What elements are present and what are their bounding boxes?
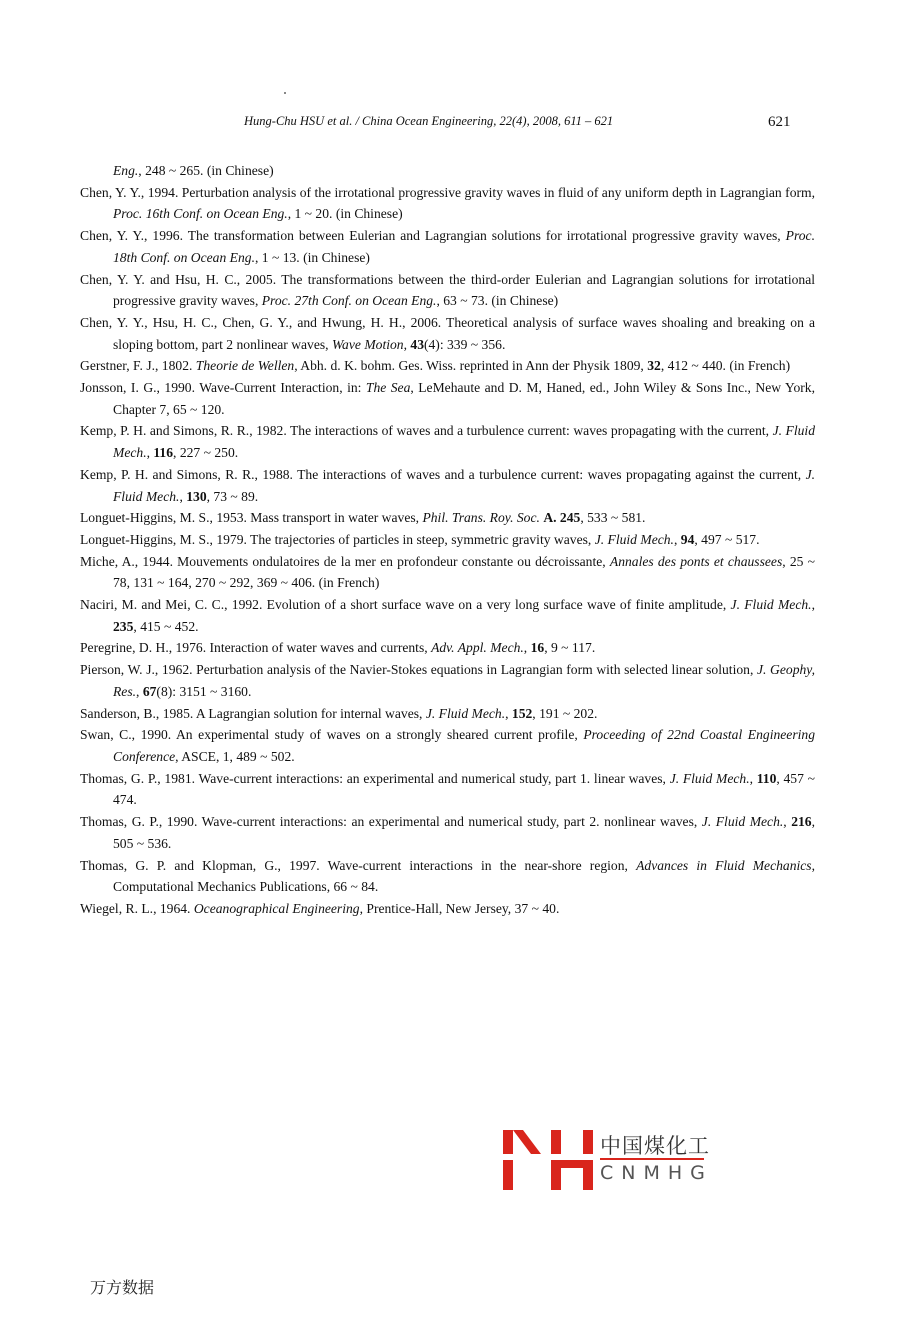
reference-text: , bbox=[179, 488, 187, 504]
reference-title-italic: J. Fluid Mech. bbox=[425, 705, 506, 721]
reference-title-italic: J. Geophy, Res. bbox=[113, 662, 815, 699]
reference-entry bbox=[80, 768, 815, 811]
page-number: 621 bbox=[768, 114, 791, 130]
reference-entry bbox=[80, 551, 815, 594]
running-header: Hung-Chu HSU et al. / China Ocean Engineering, 22(4), 2008, 611 – 621 bbox=[244, 114, 614, 128]
reference-text: Chen, Y. Y., Hsu, H. C., Chen, G. Y., and Hwung, H. H., 2006. Theoretical analysis of surface waves shoaling and breaking on a sloping bottom, part 2 nonlinear waves, bbox=[80, 314, 815, 352]
reference-entry bbox=[80, 529, 815, 551]
reference-text: , bbox=[523, 640, 531, 656]
reference-volume-bold: 16 bbox=[530, 640, 545, 656]
stray-mark bbox=[284, 92, 286, 94]
reference-title-italic: Eng. bbox=[113, 163, 139, 178]
reference-title-italic: Adv. Appl. Mech. bbox=[431, 640, 524, 656]
reference-entry bbox=[80, 659, 815, 702]
reference-title-italic: J. Fluid Mech. bbox=[113, 466, 815, 504]
reference-title-italic: Proc. 18th Conf. on Ocean Eng. bbox=[113, 228, 815, 265]
reference-text: , 505 ~ 536. bbox=[113, 814, 815, 851]
reference-text: (4): 339 ~ 356. bbox=[423, 336, 506, 352]
reference-text: Gerstner, F. J., 1802. bbox=[80, 358, 196, 374]
reference-text: , 25 ~ 78, 131 ~ 164, 270 ~ 292, 369 ~ 406. (in French) bbox=[113, 553, 815, 591]
reference-text: Miche, A., 1944. Mouvements ondulatoires de la mer en profondeur constante ou décroissante, bbox=[80, 553, 610, 569]
reference-volume-bold: 110 bbox=[756, 770, 777, 786]
reference-text: Kemp, P. H. and Simons, R. R., 1988. The interactions of waves and a turbulence current: waves propagating against the current, bbox=[80, 466, 806, 482]
reference-text: , bbox=[403, 336, 411, 352]
reference-text: , 497 ~ 517. bbox=[694, 531, 760, 547]
reference-entry bbox=[80, 377, 815, 420]
reference-volume-bold: 116 bbox=[153, 445, 174, 461]
reference-text: Longuet-Higgins, M. S., 1953. Mass transport in water waves, bbox=[80, 510, 423, 526]
reference-text: Pierson, W. J., 1962. Perturbation analysis of the Navier-Stokes equations in Lagrangian form with selected linear solution, bbox=[80, 662, 757, 678]
reference-text: (8): 3151 ~ 3160. bbox=[156, 683, 252, 699]
reference-text: , bbox=[783, 814, 792, 830]
reference-title-italic: Wave Motion bbox=[331, 336, 404, 352]
reference-text: , bbox=[673, 531, 681, 547]
logo-divider bbox=[600, 1158, 704, 1160]
reference-entry bbox=[80, 355, 815, 377]
reference-title-italic: J. Fluid Mech. bbox=[701, 814, 784, 830]
reference-entry bbox=[80, 312, 815, 355]
reference-text: , bbox=[811, 597, 815, 613]
reference-text: , 63 ~ 73. (in Chinese) bbox=[436, 293, 559, 309]
reference-text: Sanderson, B., 1985. A Lagrangian solution for internal waves, bbox=[80, 705, 426, 721]
reference-volume-bold: 130 bbox=[186, 488, 207, 504]
reference-volume-bold: 216 bbox=[791, 814, 812, 830]
reference-text: , Abh. d. K. bohm. Ges. Wiss. reprinted in Ann der Physik 1809, bbox=[294, 358, 648, 374]
reference-text: , ASCE, 1, 489 ~ 502. bbox=[175, 748, 295, 764]
reference-title-italic: Proc. 16th Conf. on Ocean Eng. bbox=[113, 206, 288, 222]
reference-text: , bbox=[146, 445, 154, 461]
reference-text: , 415 ~ 452. bbox=[133, 618, 199, 634]
reference-title-italic: J. Fluid Mech. bbox=[730, 597, 812, 613]
reference-text: , 1 ~ 20. (in Chinese) bbox=[287, 206, 403, 222]
reference-text: Chen, Y. Y., 1994. Perturbation analysis of the irrotational progressive gravity waves in fluid of any uniform depth in Lagrangian form, bbox=[80, 184, 815, 200]
reference-text: , 73 ~ 89. bbox=[206, 488, 259, 504]
reference-text: Kemp, P. H. and Simons, R. R., 1982. The interactions of waves and a turbulence current: waves propagating with the current, bbox=[80, 423, 773, 439]
reference-title-italic: J. Fluid Mech. bbox=[669, 770, 750, 786]
reference-entry bbox=[80, 637, 815, 659]
reference-entry bbox=[80, 225, 815, 268]
reference-entry bbox=[80, 811, 815, 854]
reference-text: , Computational Mechanics Publications, 66 ~ 84. bbox=[113, 857, 816, 895]
reference-entry bbox=[80, 182, 815, 225]
reference-text: Chen, Y. Y., 1996. The transformation between Eulerian and Lagrangian solutions for irrotational progressive gravity waves, bbox=[80, 228, 786, 244]
reference-text: Naciri, M. and Mei, C. C., 1992. Evolution of a short surface wave on a very long surface wave of finite amplitude, bbox=[80, 597, 731, 613]
footer-source: 万方数据 bbox=[90, 1278, 155, 1297]
reference-text: Chen, Y. Y. and Hsu, H. C., 2005. The transformations between the third-order Eulerian and Lagrangian solutions for irrotational progressive gravity waves, bbox=[80, 271, 815, 309]
reference-title-italic: J. Fluid Mech. bbox=[113, 423, 815, 461]
reference-volume-bold: 235 bbox=[113, 618, 134, 634]
reference-text: , LeMehaute and D. M, Haned, ed., John Wiley & Sons Inc., New York, Chapter 7, 65 ~ 120. bbox=[113, 380, 816, 417]
reference-title-italic: Proc. 27th Conf. on Ocean Eng. bbox=[261, 293, 437, 309]
reference-volume-bold: 94 bbox=[680, 531, 695, 547]
reference-title-italic: Phil. Trans. Roy. Soc. bbox=[422, 510, 540, 526]
reference-text: , 1 ~ 13. (in Chinese) bbox=[254, 249, 370, 265]
reference-entry bbox=[80, 855, 815, 898]
reference-text: Jonsson, I. G., 1990. Wave-Current Interaction, in: bbox=[80, 380, 366, 396]
reference-text: Thomas, G. P., 1990. Wave-current interactions: an experimental and numerical study, part 2. nonlinear waves, bbox=[80, 814, 702, 830]
reference-text: , 533 ~ 581. bbox=[580, 510, 646, 526]
reference-volume-bold: 32 bbox=[647, 358, 661, 374]
reference-text: Peregrine, D. H., 1976. Interaction of water waves and currents, bbox=[80, 640, 432, 656]
reference-entry bbox=[80, 594, 815, 637]
reference-text: , bbox=[136, 683, 143, 699]
reference-text: Swan, C., 1990. An experimental study of waves on a strongly sheared current profile, bbox=[80, 727, 584, 743]
reference-entry bbox=[80, 464, 815, 507]
reference-text: Thomas, G. P., 1981. Wave-current interactions: an experimental and numerical study, part 1. linear waves, bbox=[80, 770, 670, 786]
reference-entry bbox=[80, 507, 815, 529]
reference-entry bbox=[80, 898, 815, 920]
reference-text: , 191 ~ 202. bbox=[532, 705, 598, 721]
reference-text: , bbox=[505, 705, 512, 721]
logo-english-text: CNMHG bbox=[600, 1162, 713, 1184]
reference-entry bbox=[80, 703, 815, 725]
reference-text: Longuet-Higgins, M. S., 1979. The trajectories of particles in steep, symmetric gravity waves, bbox=[80, 531, 595, 547]
reference-text: , Prentice-Hall, New Jersey, 37 ~ 40. bbox=[359, 900, 560, 916]
reference-title-italic: Advances in Fluid Mechanics bbox=[636, 857, 812, 873]
reference-text: , 412 ~ 440. (in French) bbox=[660, 358, 791, 374]
reference-text: , 9 ~ 117. bbox=[544, 640, 596, 656]
reference-entry bbox=[80, 160, 815, 182]
reference-text: , 457 ~ 474. bbox=[113, 770, 815, 808]
reference-volume-bold: A. 245 bbox=[543, 510, 581, 526]
reference-entry bbox=[80, 724, 815, 767]
reference-entry bbox=[80, 420, 815, 463]
reference-text: Wiegel, R. L., 1964. bbox=[80, 900, 194, 916]
reference-list bbox=[80, 160, 815, 920]
reference-volume-bold: 67 bbox=[142, 683, 157, 699]
reference-title-italic: Theorie de Wellen bbox=[195, 358, 295, 374]
reference-volume-bold: 152 bbox=[511, 705, 533, 721]
reference-title-italic: Proceeding of 22nd Coastal Engineering Conference bbox=[113, 727, 815, 764]
reference-text: , 227 ~ 250. bbox=[173, 445, 239, 461]
logo-chinese-text: 中国煤化工 bbox=[600, 1134, 710, 1158]
reference-title-italic: Oceanographical Engineering bbox=[193, 900, 360, 916]
reference-entry bbox=[80, 269, 815, 312]
reference-title-italic: J. Fluid Mech. bbox=[594, 531, 674, 547]
reference-text: , 248 ~ 265. (in Chinese) bbox=[138, 163, 274, 178]
reference-title-italic: The Sea bbox=[365, 380, 411, 396]
reference-volume-bold: 43 bbox=[410, 336, 424, 352]
reference-title-italic: Annales des ponts et chaussees bbox=[609, 553, 783, 569]
reference-text: Thomas, G. P. and Klopman, G., 1997. Wave-current interactions in the near-shore region, bbox=[80, 857, 637, 873]
reference-text: , bbox=[749, 770, 757, 786]
